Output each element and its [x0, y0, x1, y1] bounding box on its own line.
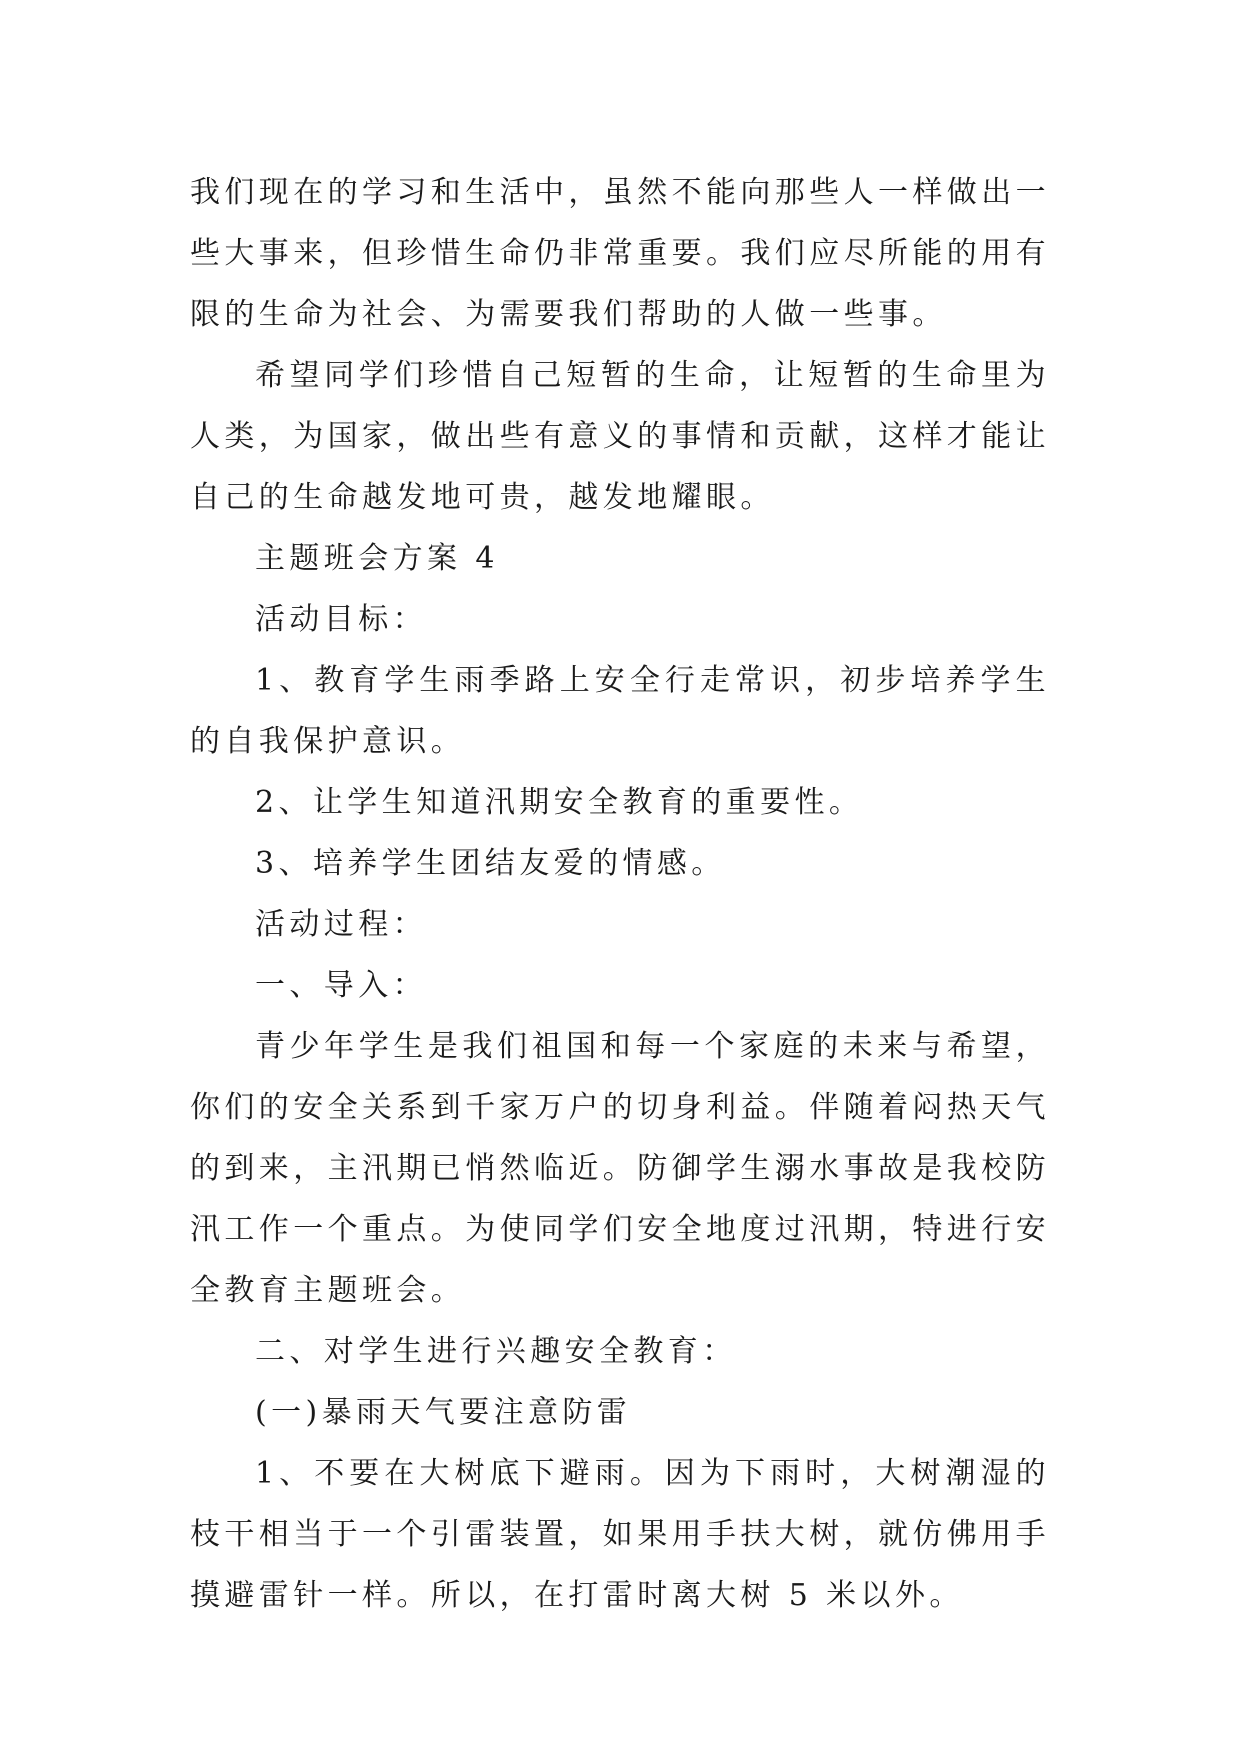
paragraph-hope: 希望同学们珍惜自己短暂的生命，让短暂的生命里为人类，为国家，做出些有意义的事情和贡献，这样才能让自己的生命越发地可贵，越发地耀眼。: [190, 358, 1050, 515]
goal-item-2: 2、让学生知道汛期安全教育的重要性。: [255, 785, 864, 820]
safety-item-1: 1、不要在大树底下避雨。因为下雨时，大树潮湿的枝干相当于一个引雷装置，如果用手扶大树，就仿佛用手摸避雷针一样。所以，在打雷时离大树 5 米以外。: [190, 1456, 1050, 1613]
section-heading-plan-4: 主题班会方案 4: [255, 541, 499, 576]
heading-safety-education: 二、对学生进行兴趣安全教育：: [255, 1334, 737, 1369]
heading-activity-goals: 活动目标：: [255, 602, 427, 637]
heading-introduction: 一、导入：: [255, 968, 427, 1003]
paragraph-introduction: 青少年学生是我们祖国和每一个家庭的未来与希望，你们的安全关系到千家万户的切身利益。伴随着闷热天气的到来，主汛期已悄然临近。防御学生溺水事故是我校防汛工作一个重点。为使同学们安全地度过汛期，特进行安全教育主题班会。: [190, 1029, 1050, 1308]
document-body: [190, 162, 1050, 1626]
paragraph-continuation: 我们现在的学习和生活中，虽然不能向那些人一样做出一些大事来，但珍惜生命仍非常重要。我们应尽所能的用有限的生命为社会、为需要我们帮助的人做一些事。: [190, 175, 1050, 332]
heading-activity-process: 活动过程：: [255, 907, 427, 942]
goal-item-1: 1、教育学生雨季路上安全行走常识，初步培养学生的自我保护意识。: [190, 663, 1050, 759]
goal-item-3: 3、培养学生团结友爱的情感。: [255, 846, 726, 881]
subheading-thunder: (一)暴雨天气要注意防雷: [255, 1395, 632, 1430]
